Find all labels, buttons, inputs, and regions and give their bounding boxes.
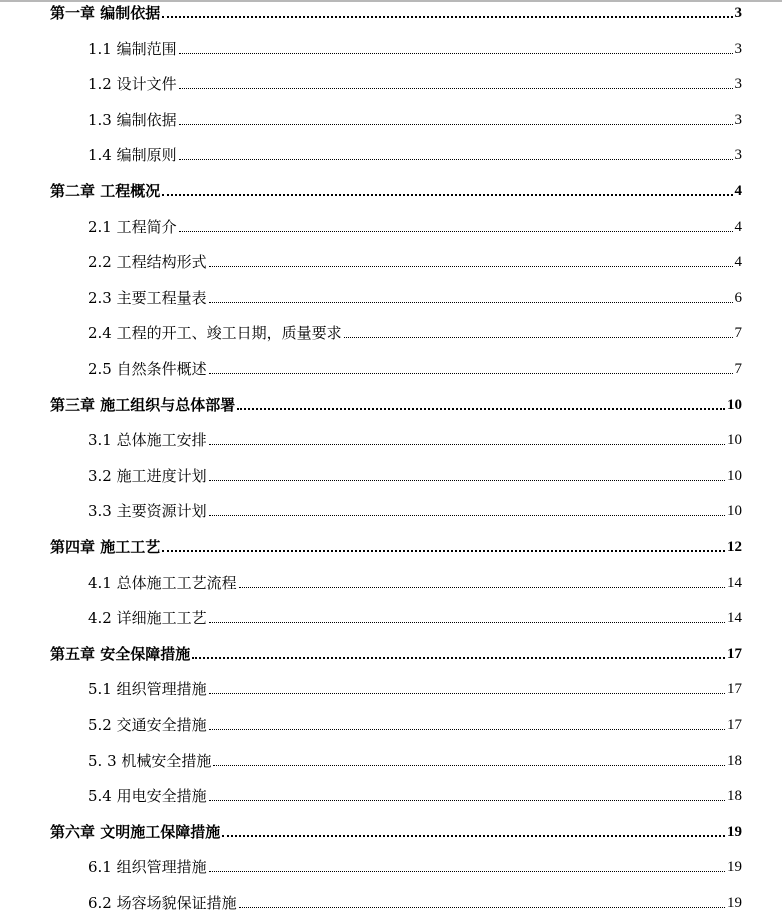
dot-leader [162, 550, 725, 552]
toc-page-number: 18 [727, 788, 742, 805]
toc-page-number: 14 [727, 574, 742, 591]
toc-entry-title: 2.5 自然条件概述 [88, 360, 207, 378]
toc-page-number: 14 [727, 610, 742, 627]
toc-page-number: 3 [734, 147, 742, 164]
dot-leader [179, 231, 733, 232]
toc-page-number: 19 [727, 895, 742, 911]
toc-page-number: 6 [734, 289, 742, 306]
toc-section-entry[interactable] [88, 459, 742, 485]
toc-page-number: 10 [727, 467, 742, 484]
dot-leader [209, 693, 725, 694]
dot-leader [162, 194, 732, 196]
toc-page-number: 4 [734, 218, 742, 235]
dot-leader [209, 515, 725, 516]
toc-section-entry[interactable] [88, 138, 742, 164]
dot-leader [209, 444, 725, 445]
dot-leader [344, 337, 733, 338]
toc-entry-title: 4.1 总体施工工艺流程 [88, 573, 237, 592]
dot-leader [209, 266, 733, 267]
toc-section-entry[interactable] [88, 316, 742, 342]
toc-entry-title: 3.3 主要资源计划 [88, 502, 207, 521]
toc-section-entry[interactable] [88, 601, 742, 627]
toc-section-entry[interactable] [88, 566, 742, 592]
toc-chapter-entry[interactable] [50, 815, 742, 841]
toc-section-entry[interactable] [88, 850, 742, 876]
toc-section-entry[interactable] [88, 423, 742, 449]
dot-leader [162, 16, 732, 18]
toc-chapter-entry[interactable] [50, 174, 742, 200]
toc-page-number: 12 [727, 539, 742, 555]
toc-section-entry[interactable] [88, 672, 742, 698]
toc-entry-title: 1.1 编制范围 [88, 39, 177, 58]
toc-section-entry[interactable] [88, 245, 742, 271]
toc-entry-title: 2.4 工程的开工、竣工日期，质量要求 [88, 324, 342, 343]
toc-entry-title: 6.1 组织管理措施 [88, 858, 207, 877]
toc-page-number: 3 [734, 5, 742, 21]
dot-leader [179, 124, 733, 125]
dot-leader [179, 159, 733, 160]
toc-chapter-entry[interactable] [50, 637, 742, 663]
dot-leader [237, 408, 725, 410]
toc-entry-title: 第一章 编制依据 [50, 4, 161, 22]
toc-section-entry[interactable] [88, 103, 742, 129]
dot-leader [209, 871, 725, 872]
toc-page-number: 19 [727, 823, 742, 840]
toc-page-number: 7 [734, 325, 742, 342]
toc-section-entry[interactable] [88, 210, 742, 236]
toc-entry-title: 第三章 施工组织与总体部署 [50, 395, 236, 414]
dot-leader [239, 587, 725, 588]
toc-section-entry[interactable] [88, 494, 742, 520]
dot-leader [222, 835, 725, 837]
toc-entry-title: 5.4 用电安全措施 [88, 787, 207, 806]
dot-leader [179, 53, 733, 54]
toc-entry-title: 1.3 编制依据 [88, 110, 177, 129]
toc-page-number: 17 [727, 717, 742, 733]
toc-section-entry[interactable] [88, 886, 742, 912]
dot-leader [192, 657, 725, 659]
toc-section-entry[interactable] [88, 32, 742, 58]
toc-chapter-entry[interactable] [50, 0, 742, 22]
dot-leader [179, 88, 733, 89]
toc-entry-title: 第四章 施工工艺 [50, 538, 161, 556]
toc-page-number: 18 [727, 752, 742, 769]
toc-entry-title: 5.1 组织管理措施 [88, 680, 207, 699]
dot-leader [239, 907, 725, 908]
toc-entry-title: 第二章 工程概况 [50, 182, 161, 200]
toc-section-entry[interactable] [88, 352, 742, 378]
toc-page-number: 19 [727, 859, 742, 876]
toc-section-entry[interactable] [88, 708, 742, 734]
toc-entry-title: 3.1 总体施工安排 [88, 431, 207, 450]
toc-entry-title: 2.3 主要工程量表 [88, 288, 207, 307]
toc-entry-title: 第六章 文明施工保障措施 [50, 822, 221, 841]
toc-chapter-entry[interactable] [50, 388, 742, 414]
dot-leader [209, 622, 725, 623]
toc-entry-title: 1.4 编制原则 [88, 146, 177, 165]
toc-page-number: 17 [727, 645, 742, 662]
dot-leader [213, 765, 725, 766]
toc-page-number: 4 [734, 254, 742, 271]
dot-leader [209, 800, 725, 801]
toc-page-number: 3 [734, 111, 742, 128]
toc-entry-title: 2.1 工程简介 [88, 217, 177, 236]
toc-entry-title: 1.2 设计文件 [88, 75, 177, 94]
toc-page-number: 17 [727, 681, 742, 698]
toc-entry-title: 5.2 交通安全措施 [88, 716, 207, 734]
toc-page-number: 10 [727, 503, 742, 520]
toc-page-number: 10 [727, 396, 742, 413]
toc-page-number: 10 [727, 432, 742, 449]
toc-page-number: 4 [734, 183, 742, 199]
toc-page-number: 7 [734, 361, 742, 377]
dot-leader [209, 302, 733, 303]
toc-section-entry[interactable] [88, 67, 742, 93]
toc-section-entry[interactable] [88, 744, 742, 770]
toc-section-entry[interactable] [88, 281, 742, 307]
toc-section-entry[interactable] [88, 779, 742, 805]
toc-entry-title: 第五章 安全保障措施 [50, 644, 191, 663]
toc-entry-title: 4.2 详细施工工艺 [88, 609, 207, 628]
toc-entry-title: 6.2 场容场貌保证措施 [88, 894, 237, 912]
toc-page-number: 3 [734, 76, 742, 93]
toc-entry-title: 5. 3 机械安全措施 [88, 751, 212, 770]
dot-leader [209, 729, 725, 730]
toc-chapter-entry[interactable] [50, 530, 742, 556]
toc-page-number: 3 [734, 40, 742, 57]
toc-entry-title: 2.2 工程结构形式 [88, 253, 207, 272]
dot-leader [209, 373, 733, 374]
toc-entry-title: 3.2 施工进度计划 [88, 466, 207, 485]
dot-leader [209, 480, 725, 481]
